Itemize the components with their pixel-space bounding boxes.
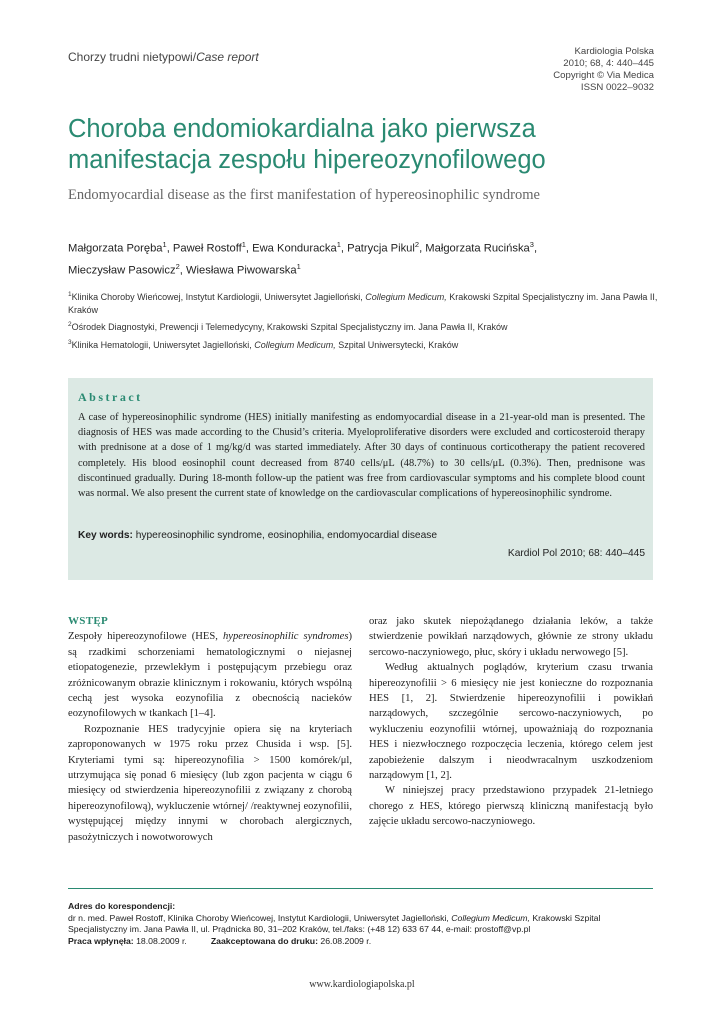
- affiliation-text: Klinika Choroby Wieńcowej, Instytut Kardiologii, Uniwersytet Jagielloński,: [71, 292, 366, 302]
- section-heading: WSTĘP: [68, 615, 109, 627]
- journal-copyright: Copyright © Via Medica: [553, 70, 654, 81]
- correspondence-dates: [68, 936, 653, 948]
- affiliation-italic: Collegium Medicum,: [254, 339, 336, 350]
- keywords-label: Key words:: [78, 530, 133, 541]
- author: Małgorzata Rucińska: [425, 242, 530, 255]
- author-sup: 1: [241, 240, 246, 249]
- body-column-left: [68, 614, 352, 845]
- journal-volume: 2010; 68, 4: 440–445: [563, 58, 654, 69]
- title-english: Endomyocardial disease as the first manifestation of hypereosinophilic syndrome: [68, 187, 540, 203]
- author-sup: 2: [414, 240, 420, 249]
- section-label-en: Case report: [196, 50, 259, 64]
- title-polish-line1: Choroba endomiokardialna jako pierwsza: [68, 115, 536, 143]
- section-label-pl: Chorzy trudni nietypowi/: [68, 50, 197, 64]
- paragraph-5: W niniejszej pracy przedstawiono przypadek 21-letniego chorego z HES, którego pierwszą kliniczną manifestacją było zajęcie układu sercowo-naczyniowego.: [369, 785, 653, 828]
- author: Wiesława Piwowarska: [185, 264, 297, 277]
- paragraph-4: Według aktualnych poglądów, kryterium czasu trwania hipereozynofilii > 6 miesięcy nie jest konieczne do rozpoznania HES [1, 2]. Stwierdzenie hipereozynofilii i powikłań narządowych, szczególnie sercowo-naczyniowych, po wykluczeniu eozynofilii wtórnej, upoważniają do rozpoznania HES i niezwłocznego rozpoczęcia leczenia, którego celem jest zapobieżenie dalszym i nieodwracalnym uszkodzeniom narządowym [1, 2].: [369, 662, 653, 782]
- keywords-text: hypereosinophilic syndrome, eosinophilia, endomyocardial disease: [132, 530, 438, 541]
- citation: Kardiol Pol 2010; 68: 440–445: [507, 548, 645, 559]
- affiliations: [68, 289, 658, 354]
- author-sup: 1: [162, 240, 167, 249]
- paragraph-1: [68, 629, 352, 721]
- author-list: Małgorzata Poręba$^1$, Paweł Rostoff$^1$, Ewa Konduracka$^1$, Patrycja Pikul$^2$, Małgorzata Rucińska$^3$, Mieczysław Pasowicz$^2$, Wiesława Piwowarska$^1$: [68, 240, 538, 277]
- footer-divider: [68, 888, 653, 889]
- correspondence-text: dr n. med. Paweł Rostoff, Klinika Choroby Wieńcowej, Instytut Kardiologii, Uniwersytet Jagielloński,: [68, 912, 452, 923]
- keywords: [78, 530, 645, 541]
- affiliation-text: Szpital Uniwersytecki, Kraków: [335, 339, 459, 350]
- affiliation-italic: Collegium Medicum,: [365, 292, 447, 302]
- author-sup: 2: [175, 261, 180, 271]
- affiliation-sup: 3: [68, 338, 72, 346]
- paragraph-text: ) są rzadkimi schorzeniami hematologicznymi o niejasnej etiopatogenezie, przewlekłym i postępującym przebiegu oraz zróżnicowanym obrazie klinicznym i rokowaniu, których wspólną cechą jest wysoka eozynofilia z obecnością nacieków eozynofilowych w tkankach [1–4].: [68, 631, 352, 720]
- received-label: Praca wpłynęła:: [68, 935, 134, 946]
- correspondence: [68, 901, 653, 947]
- author-sup: 1: [296, 261, 301, 271]
- received-date: 18.08.2009 r.: [133, 935, 187, 946]
- accepted-date: 26.08.2009 r.: [317, 935, 372, 946]
- author-sup: 3: [529, 240, 534, 249]
- title-polish: [68, 114, 668, 176]
- affiliation-text: Ośrodek Diagnostyki, Prewencji i Telemedycyny, Krakowski Szpital Specjalistyczny im. Jana Pawła II, Kraków: [71, 322, 508, 332]
- affiliation-text: Klinika Hematologii, Uniwersytet Jagielloński,: [71, 339, 255, 350]
- section-label: [68, 50, 259, 64]
- author: Małgorzata Poręba: [68, 242, 163, 255]
- author-sup: 1: [336, 240, 341, 249]
- author: Paweł Rostoff: [172, 242, 242, 255]
- correspondence-text: Krakowski Szpital Specjalistyczny im. Jana Pawła II, ul. Prądnicka 80, 31–202 Kraków, tel./faks: (+48 12) 633 67 44, e-mail: prostoff@vp.pl: [68, 912, 601, 935]
- abstract-heading: Abstract: [78, 390, 143, 404]
- paragraph-text: Zespoły hipereozynofilowe (HES,: [68, 631, 223, 643]
- author: Mieczysław Pasowicz: [68, 264, 176, 277]
- paragraph-2: Rozpoznanie HES tradycyjnie opiera się na kryteriach zaproponowanych w 1975 roku przez Chusida i wsp. [5]. Kryteriami tymi są: hipereozynofilia > 1500 komórek/μl, utrzymująca się ponad 6 miesięcy (lub zgon pacjenta w ciągu 6 miesięcy od stwierdzenia hipereozynofilii z związany z chorobą hipereozynofilową), wykluczenie wtórnej/ /reaktywnej eozynofilii, występującej między innymi w chorobach alergicznych, pasożytniczych i nowotworowych: [68, 723, 352, 843]
- correspondence-label: Adres do korespondencji:: [68, 901, 176, 911]
- author: Ewa Konduracka: [252, 242, 337, 255]
- body-column-right: [369, 614, 653, 830]
- paragraph-italic: hypereosinophilic syndromes: [222, 631, 349, 643]
- journal-website: www.kardiologiapolska.pl: [309, 979, 415, 990]
- author: Patrycja Pikul: [347, 242, 415, 255]
- paragraph-3: oraz jako skutek niepożądanego działania leków, a także stwierdzenie powikłań narządowych, głównie ze strony układu sercowo-naczyniowego, płuc, skóry i układu nerwowego [5].: [369, 616, 653, 658]
- correspondence-address: [68, 913, 653, 936]
- title-polish-line2: manifestacja zespołu hipereozynofilowego: [68, 146, 546, 174]
- accepted-label: Zaakceptowana do druku:: [210, 935, 318, 946]
- affiliation-1: [68, 289, 658, 316]
- affiliation-text: Krakowski Szpital Specjalistyczny im. Jana Pawła II, Kraków: [68, 292, 658, 315]
- affiliation-3: [68, 337, 658, 352]
- correspondence-italic: Collegium Medicum,: [451, 912, 530, 923]
- journal-info: [553, 46, 654, 94]
- journal-name: Kardiologia Polska: [574, 46, 654, 57]
- abstract-text: A case of hypereosinophilic syndrome (HES) initially manifesting as endomyocardial disease in a 21-year-old man is presented. The diagnosis of HES was made according to the Chusid’s criteria. Myeloproliferative disorders were excluded and corticosteroid therapy with prednisone at a dose of 1 mg/kg/d was started immediately. After 30 days of continuous corticotherapy the patient recovered completely. His blood eosinophil count decreased from 8740 cells/μL (48.7%) to 30 cells/μL (0.3%). Then, prednisone was discontinued gradually. During 18-month follow-up the patient was free from cardiovascular symptoms and his complete blood count was normal. We also present the current state of knowledge on the cardiovascular complications of hypereosinophilic syndrome.: [78, 412, 645, 500]
- affiliation-sup: 2: [68, 321, 72, 328]
- journal-issn: ISSN 0022–9032: [580, 82, 654, 93]
- affiliation-sup: 1: [68, 291, 72, 298]
- affiliation-2: [68, 319, 658, 334]
